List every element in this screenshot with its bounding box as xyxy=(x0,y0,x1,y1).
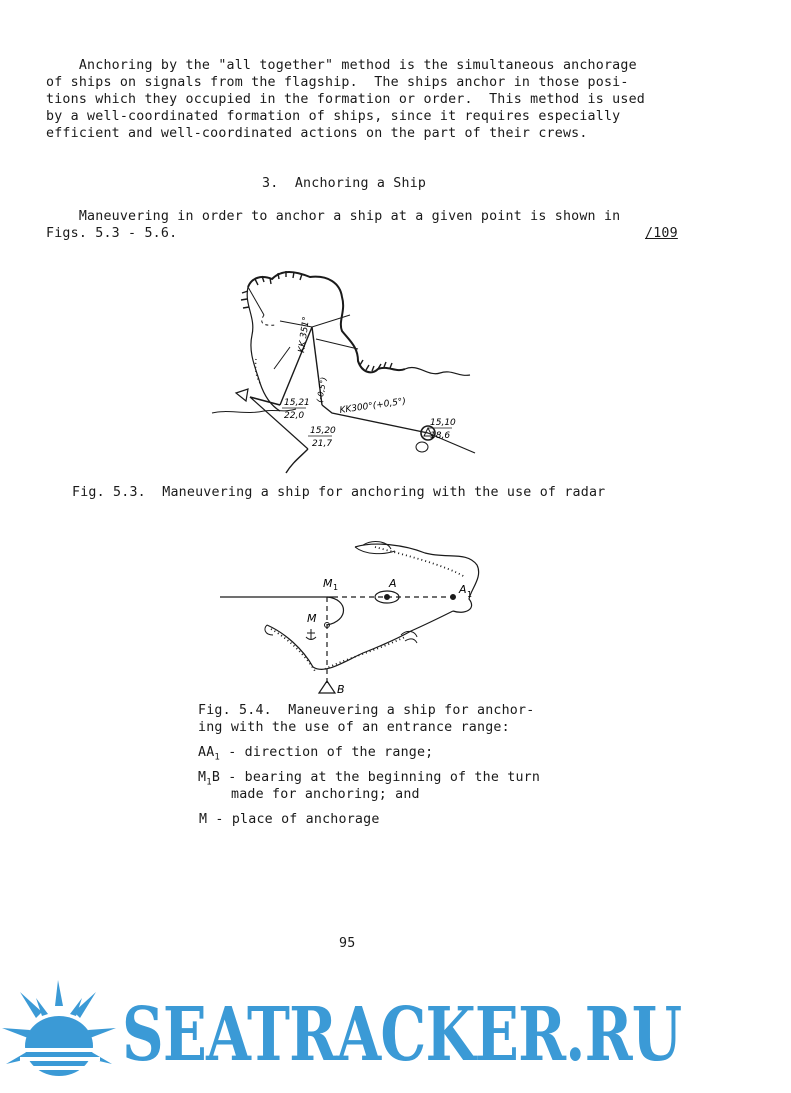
label-a: A xyxy=(389,577,397,590)
legend-item-m: M - place of anchorage xyxy=(199,812,380,827)
label-217: 21,7 xyxy=(312,439,333,449)
figure-5-3-caption: Fig. 5.3. Maneuvering a ship for anchoring with the use of radar xyxy=(72,485,606,500)
label-course-300: KK300°(+0,5°) xyxy=(339,396,407,416)
label-a1: A xyxy=(459,583,467,596)
caption-line: Fig. 5.4. Maneuvering a ship for anchor- xyxy=(198,703,535,718)
section-heading: 3. Anchoring a Ship xyxy=(262,176,427,191)
label-m: M xyxy=(307,612,317,625)
label-m1: M xyxy=(323,577,333,590)
text-line: Anchoring by the "all together" method is the simultaneous anchorage xyxy=(46,58,637,73)
text-line: of ships on signals from the flagship. The ships anchor in those posi- xyxy=(46,75,629,90)
label-course-351: KK 351° xyxy=(297,316,313,354)
legend-item-aa1: $AA_1$ - direction of the range; xyxy=(198,745,434,763)
caption-line: ing with the use of an entrance range: xyxy=(198,720,510,735)
label-correction: (-0,5°) xyxy=(315,376,329,404)
text-line: by a well-coordinated formation of ships, since it requires especially xyxy=(46,109,621,124)
text-line: Maneuvering in order to anchor a ship at a given point is shown in xyxy=(46,209,621,224)
label-b: B xyxy=(337,683,345,695)
label-1520: 15,20 xyxy=(310,426,336,436)
figure-5-4-diagram xyxy=(215,525,500,695)
label-220: 22,0 xyxy=(284,411,305,421)
text-line: efficient and well-coordinated actions on the part of their crews. xyxy=(46,126,588,141)
legend-item-m1b: $M_1B$ - bearing at the beginning of the turn xyxy=(198,770,541,788)
label-m1-subscript: 1 xyxy=(333,583,339,592)
label-186: 18,6 xyxy=(430,431,451,441)
page-number: 95 xyxy=(339,936,356,951)
page-reference: /109 xyxy=(645,226,678,241)
label-a1-subscript: 1 xyxy=(467,590,473,599)
text-line: Figs. 5.3 - 5.6. xyxy=(46,226,178,241)
watermark-text: SEATRACKER.RU xyxy=(122,992,682,1078)
sun-logo-icon xyxy=(0,978,120,1093)
label-1521: 15,21 xyxy=(284,398,310,408)
figure-5-3-diagram xyxy=(200,265,490,480)
label-1510: 15,10 xyxy=(430,418,456,428)
text-line: tions which they occupied in the formation or order. This method is used xyxy=(46,92,645,107)
legend-item-continuation: made for anchoring; and xyxy=(231,787,420,802)
